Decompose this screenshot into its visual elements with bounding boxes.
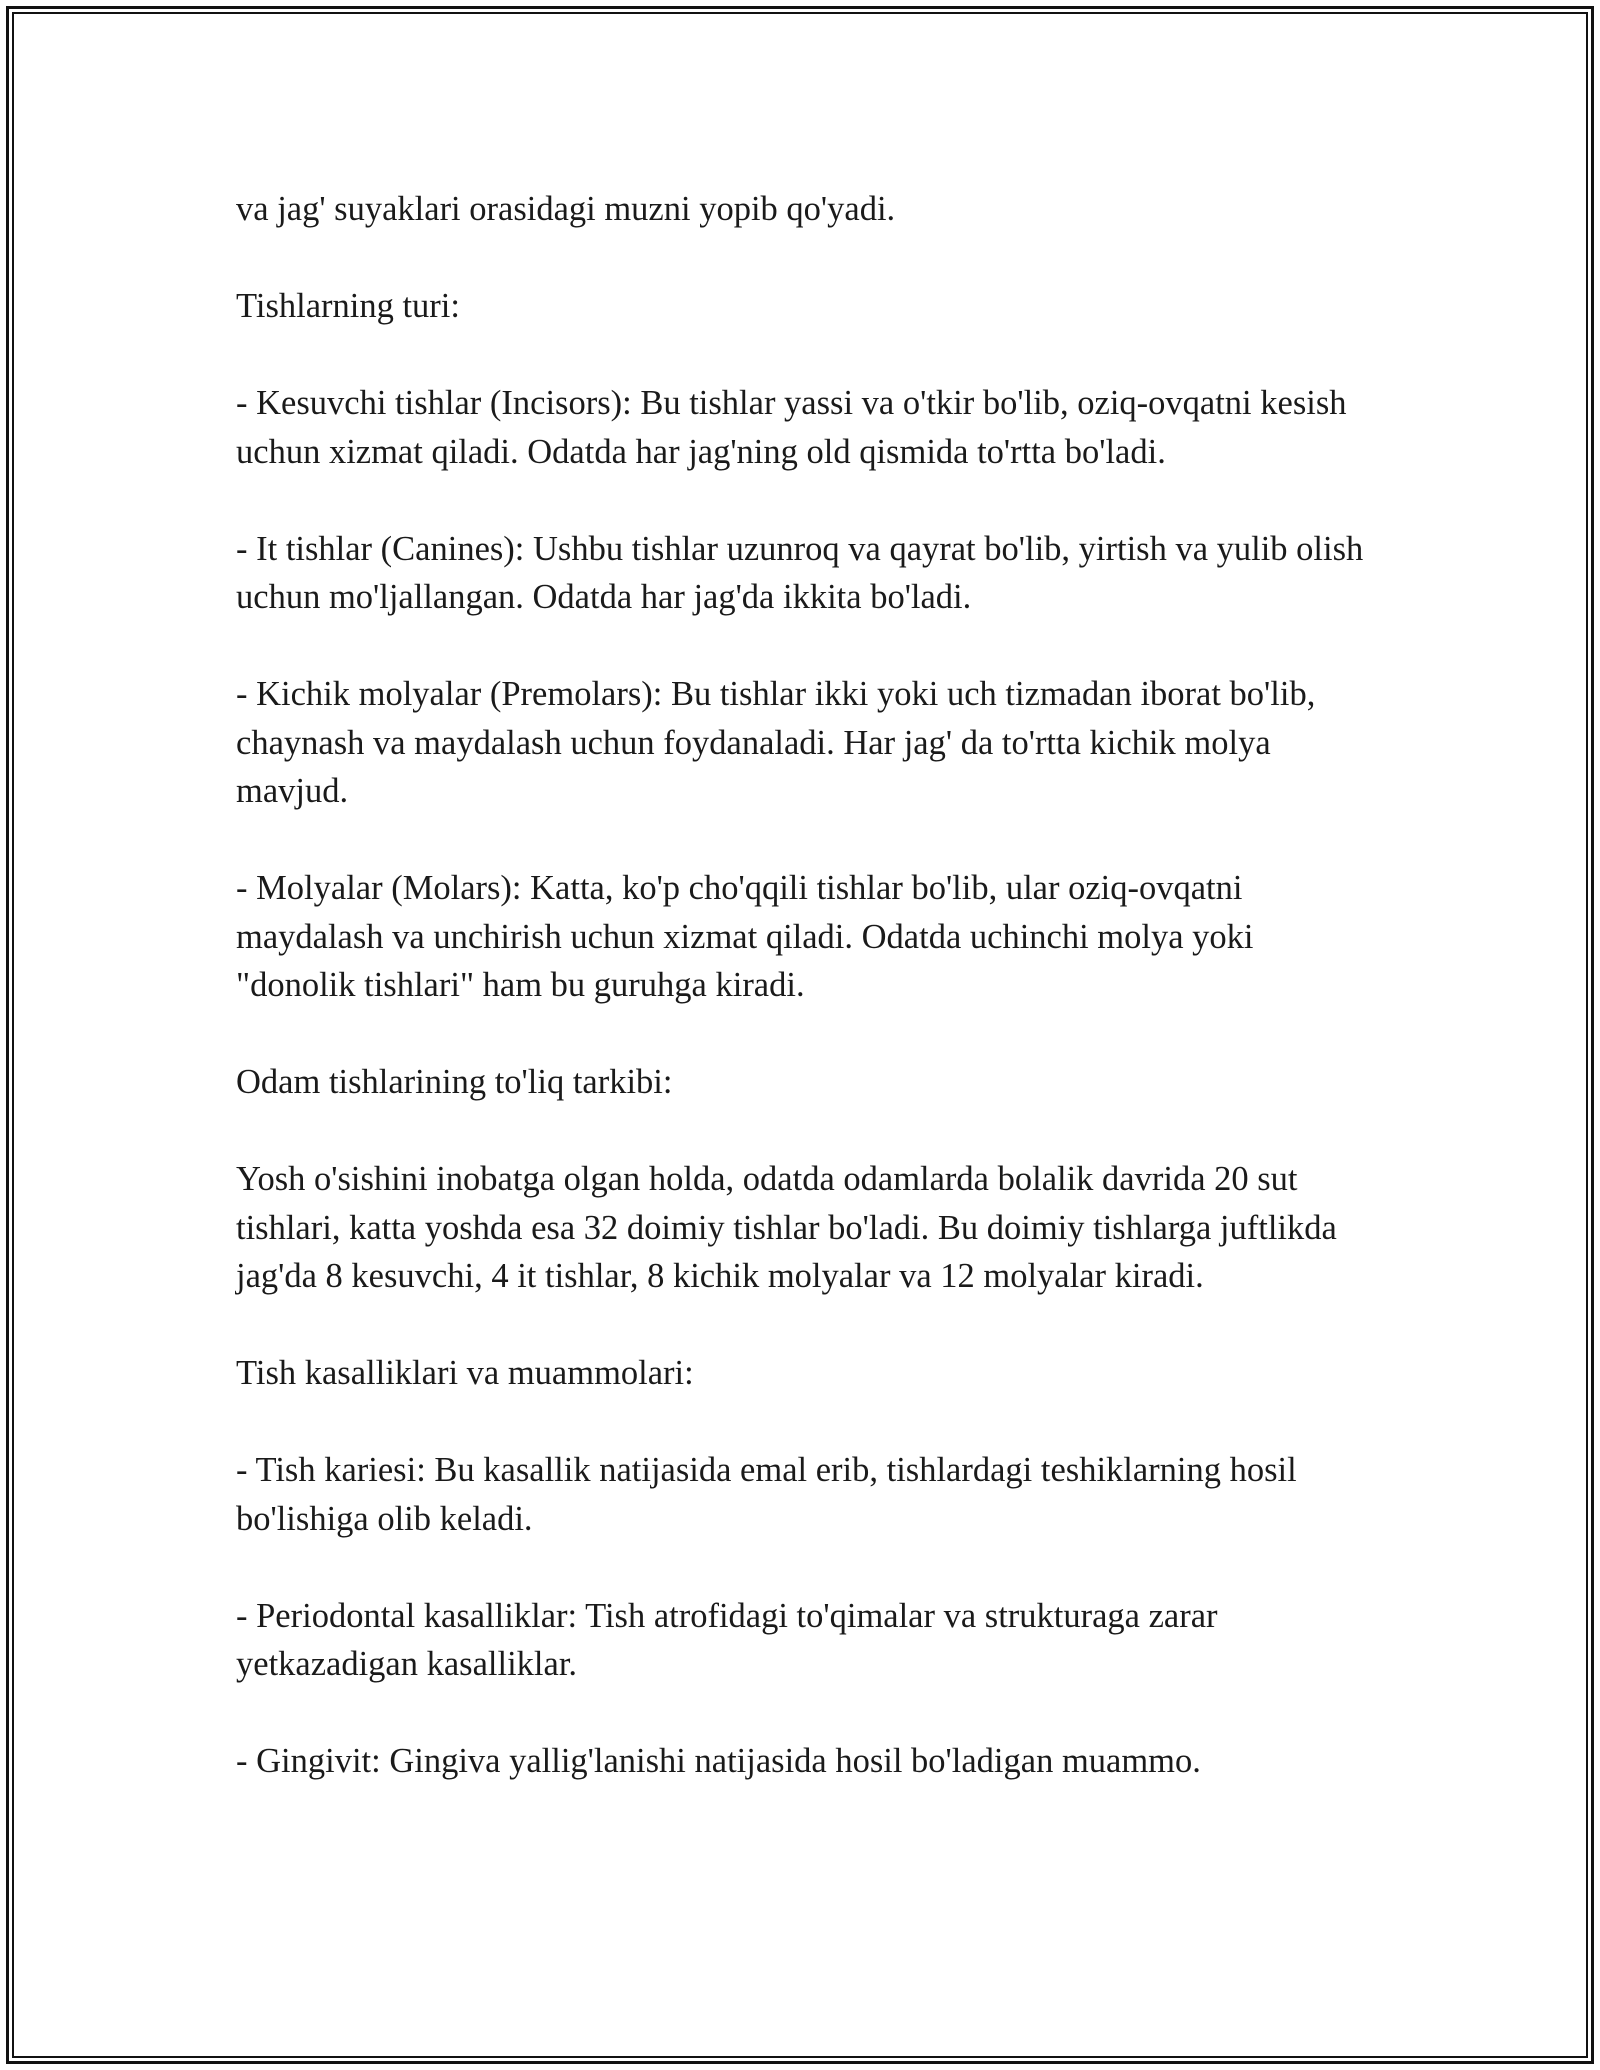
- list-item-periodontal: - Periodontal kasalliklar: Tish atrofidagi to'qimalar va strukturaga zarar yetkazadigan kasalliklar.: [236, 1596, 1218, 1683]
- list-item-caries: - Tish kariesi: Bu kasallik natijasida emal erib, tishlardagi teshiklarning hosil bo'lishiga olib keladi.: [236, 1451, 1297, 1538]
- heading-tooth-types: Tishlarning turi:: [236, 287, 460, 325]
- list-item-incisors: - Kesuvchi tishlar (Incisors): Bu tishlar yassi va o'tkir bo'lib, oziq-ovqatni kesish uchun xizmat qiladi. Odatda har jag'ning old qismida to'rtta bo'ladi.: [236, 384, 1347, 471]
- list-item-gingivitis: - Gingivit: Gingiva yallig'lanishi natijasida hosil bo'ladigan muammo.: [236, 1742, 1201, 1780]
- document-body: [236, 185, 1376, 1786]
- heading-diseases: Tish kasalliklari va muammolari:: [236, 1354, 694, 1392]
- list-item-molars: - Molyalar (Molars): Katta, ko'p cho'qqili tishlar bo'lib, ular oziq-ovqatni maydalash va unchirish uchun xizmat qiladi. Odatda uchinchi molya yoki "donolik tishlari" ham bu guruhga kiradi.: [236, 869, 1254, 1004]
- paragraph-continuation: va jag' suyaklari orasidagi muzni yopib qo'yadi.: [236, 190, 896, 228]
- list-item-premolars: - Kichik molyalar (Premolars): Bu tishlar ikki yoki uch tizmadan iborat bo'lib, chaynash va maydalash uchun foydanaladi. Har jag' da to'rtta kichik molya mavjud.: [236, 675, 1316, 810]
- list-item-canines: - It tishlar (Canines): Ushbu tishlar uzunroq va qayrat bo'lib, yirtish va yulib olish uchun mo'ljallangan. Odatda har jag'da ikkita bo'ladi.: [236, 529, 1364, 616]
- paragraph-composition: Yosh o'sishini inobatga olgan holda, odatda odamlarda bolalik davrida 20 sut tishlari, katta yoshda esa 32 doimiy tishlar bo'ladi. Bu doimiy tishlarga juftlikda jag'da 8 kesuvchi, 4 it tishlar, 8 kichik molyalar va 12 molyalar kiradi.: [236, 1160, 1337, 1295]
- heading-full-composition: Odam tishlarining to'liq tarkibi:: [236, 1063, 673, 1101]
